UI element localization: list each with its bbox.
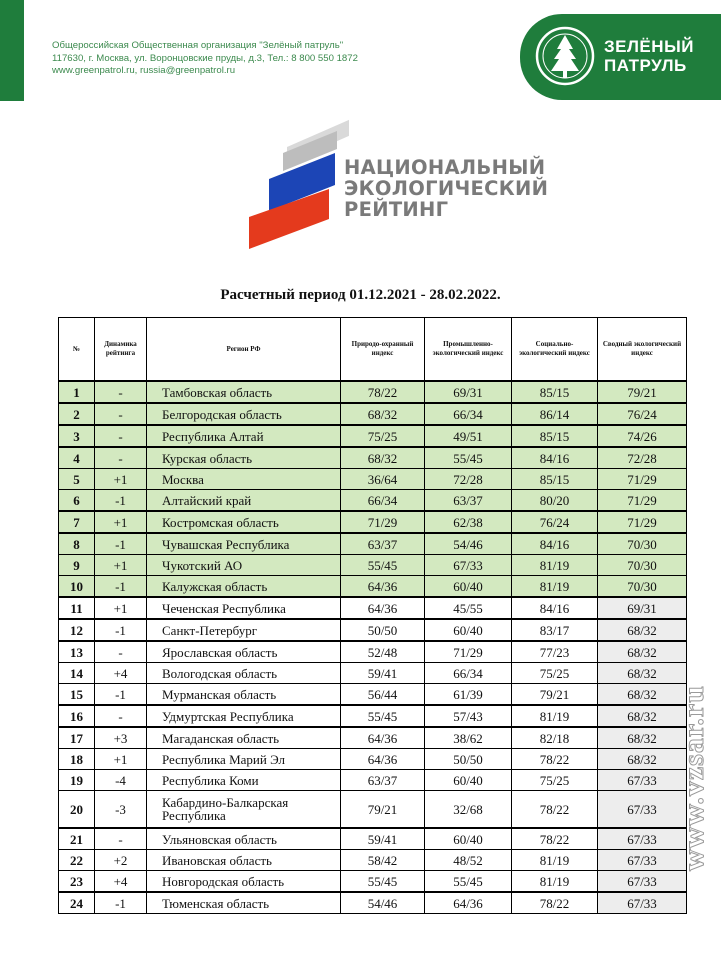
row-number: 5	[59, 469, 95, 490]
row-nature-index: 64/36	[341, 576, 425, 598]
row-dynamics: +2	[95, 850, 147, 871]
row-region: Тюменская область	[147, 892, 341, 914]
row-composite-index: 70/30	[598, 555, 687, 576]
row-dynamics: -	[95, 641, 147, 663]
row-composite-index: 67/33	[598, 871, 687, 893]
logo-text-line-2: ЭКОЛОГИЧЕСКИЙ	[344, 177, 549, 200]
row-number: 22	[59, 850, 95, 871]
row-social-index: 79/21	[512, 684, 598, 706]
table-row	[59, 828, 687, 850]
row-nature-index: 58/42	[341, 850, 425, 871]
row-nature-index: 55/45	[341, 555, 425, 576]
row-number: 1	[59, 381, 95, 403]
rating-table	[58, 317, 687, 914]
row-region: Республика Алтай	[147, 425, 341, 447]
row-industrial-index: 49/51	[425, 425, 512, 447]
header-number: №	[59, 318, 95, 382]
row-composite-index: 68/32	[598, 705, 687, 727]
table-row	[59, 641, 687, 663]
row-region: Санкт-Петербург	[147, 619, 341, 641]
row-region: Алтайский край	[147, 490, 341, 512]
header-region: Регион РФ	[147, 318, 341, 382]
row-dynamics: +4	[95, 871, 147, 893]
row-nature-index: 75/25	[341, 425, 425, 447]
row-number: 23	[59, 871, 95, 893]
row-region: Мурманская область	[147, 684, 341, 706]
row-nature-index: 78/22	[341, 381, 425, 403]
row-composite-index: 67/33	[598, 850, 687, 871]
row-dynamics: +1	[95, 511, 147, 533]
row-social-index: 75/25	[512, 663, 598, 684]
calculation-period-title: Расчетный период 01.12.2021 - 28.02.2022.	[220, 287, 501, 303]
row-industrial-index: 32/68	[425, 791, 512, 829]
source-watermark: www.vzsar.ru	[677, 685, 710, 871]
table-row	[59, 727, 687, 749]
row-nature-index: 63/37	[341, 770, 425, 791]
row-composite-index: 70/30	[598, 576, 687, 598]
row-industrial-index: 55/45	[425, 447, 512, 469]
row-industrial-index: 66/34	[425, 403, 512, 425]
row-dynamics: -	[95, 828, 147, 850]
row-composite-index: 71/29	[598, 490, 687, 512]
row-industrial-index: 60/40	[425, 619, 512, 641]
table-row	[59, 425, 687, 447]
row-region: Ярославская область	[147, 641, 341, 663]
row-region: Новгородская область	[147, 871, 341, 893]
green-patrol-wordmark	[604, 37, 694, 75]
row-industrial-index: 54/46	[425, 533, 512, 555]
row-industrial-index: 71/29	[425, 641, 512, 663]
row-dynamics: -4	[95, 770, 147, 791]
row-social-index: 84/16	[512, 597, 598, 619]
row-region: Чукотский АО	[147, 555, 341, 576]
row-industrial-index: 50/50	[425, 749, 512, 770]
brand-line-1: ЗЕЛЁНЫЙ	[604, 37, 694, 56]
row-industrial-index: 62/38	[425, 511, 512, 533]
row-industrial-index: 57/43	[425, 705, 512, 727]
table-body	[59, 381, 687, 914]
brand-line-2: ПАТРУЛЬ	[604, 56, 687, 75]
row-industrial-index: 38/62	[425, 727, 512, 749]
row-social-index: 81/19	[512, 705, 598, 727]
table-row	[59, 619, 687, 641]
row-dynamics: +1	[95, 555, 147, 576]
row-number: 14	[59, 663, 95, 684]
table-row	[59, 533, 687, 555]
row-number: 10	[59, 576, 95, 598]
row-region: Удмуртская Республика	[147, 705, 341, 727]
row-industrial-index: 66/34	[425, 663, 512, 684]
tree-emblem-icon	[534, 25, 596, 87]
row-social-index: 80/20	[512, 490, 598, 512]
row-region: Чувашская Республика	[147, 533, 341, 555]
table-row	[59, 490, 687, 512]
row-composite-index: 72/28	[598, 447, 687, 469]
row-social-index: 83/17	[512, 619, 598, 641]
row-region: Белгородская область	[147, 403, 341, 425]
table-row	[59, 663, 687, 684]
row-social-index: 75/25	[512, 770, 598, 791]
row-region: Республика Коми	[147, 770, 341, 791]
org-name-line: Общероссийская Общественная организация "Зелёный патруль"	[52, 40, 344, 51]
row-region: Ивановская область	[147, 850, 341, 871]
row-region: Кабардино-Балкарская Республика	[147, 791, 341, 829]
row-nature-index: 55/45	[341, 705, 425, 727]
row-dynamics: -1	[95, 619, 147, 641]
row-social-index: 84/16	[512, 447, 598, 469]
row-industrial-index: 64/36	[425, 892, 512, 914]
table-row	[59, 597, 687, 619]
row-nature-index: 36/64	[341, 469, 425, 490]
row-industrial-index: 45/55	[425, 597, 512, 619]
row-number: 24	[59, 892, 95, 914]
row-social-index: 81/19	[512, 576, 598, 598]
row-industrial-index: 69/31	[425, 381, 512, 403]
row-nature-index: 59/41	[341, 663, 425, 684]
row-composite-index: 67/33	[598, 770, 687, 791]
row-dynamics: +1	[95, 469, 147, 490]
row-social-index: 77/23	[512, 641, 598, 663]
row-dynamics: -1	[95, 892, 147, 914]
green-patrol-logo	[520, 14, 721, 100]
row-social-index: 78/22	[512, 828, 598, 850]
logo-text-line-1: НАЦИОНАЛЬНЫЙ	[344, 156, 546, 179]
row-dynamics: -	[95, 447, 147, 469]
row-number: 19	[59, 770, 95, 791]
row-composite-index: 71/29	[598, 469, 687, 490]
row-region: Вологодская область	[147, 663, 341, 684]
org-web-email-line: www.greenpatrol.ru, russia@greenpatrol.ru	[52, 65, 236, 76]
row-nature-index: 54/46	[341, 892, 425, 914]
row-nature-index: 55/45	[341, 871, 425, 893]
row-composite-index: 76/24	[598, 403, 687, 425]
table-row	[59, 684, 687, 706]
brand-side-bar	[0, 0, 24, 101]
table-row	[59, 511, 687, 533]
row-number: 4	[59, 447, 95, 469]
row-dynamics: -	[95, 425, 147, 447]
table-row	[59, 749, 687, 770]
row-composite-index: 68/32	[598, 641, 687, 663]
row-nature-index: 71/29	[341, 511, 425, 533]
table-row	[59, 576, 687, 598]
row-region: Ульяновская область	[147, 828, 341, 850]
row-nature-index: 59/41	[341, 828, 425, 850]
row-composite-index: 68/32	[598, 619, 687, 641]
row-social-index: 78/22	[512, 892, 598, 914]
row-industrial-index: 55/45	[425, 871, 512, 893]
row-composite-index: 67/33	[598, 791, 687, 829]
row-social-index: 82/18	[512, 727, 598, 749]
row-dynamics: -	[95, 381, 147, 403]
row-number: 9	[59, 555, 95, 576]
row-composite-index: 68/32	[598, 663, 687, 684]
row-industrial-index: 60/40	[425, 770, 512, 791]
row-social-index: 84/16	[512, 533, 598, 555]
row-number: 20	[59, 791, 95, 829]
row-social-index: 76/24	[512, 511, 598, 533]
org-contact-block	[52, 40, 492, 78]
row-number: 2	[59, 403, 95, 425]
row-nature-index: 68/32	[341, 447, 425, 469]
row-dynamics: +1	[95, 597, 147, 619]
row-number: 7	[59, 511, 95, 533]
row-composite-index: 67/33	[598, 892, 687, 914]
row-region: Курская область	[147, 447, 341, 469]
table-row	[59, 871, 687, 893]
row-composite-index: 68/32	[598, 684, 687, 706]
row-social-index: 86/14	[512, 403, 598, 425]
row-region: Магаданская область	[147, 727, 341, 749]
row-dynamics: -	[95, 705, 147, 727]
row-social-index: 81/19	[512, 850, 598, 871]
row-region: Костромская область	[147, 511, 341, 533]
row-dynamics: -1	[95, 576, 147, 598]
row-industrial-index: 60/40	[425, 828, 512, 850]
row-region: Республика Марий Эл	[147, 749, 341, 770]
row-industrial-index: 60/40	[425, 576, 512, 598]
row-number: 8	[59, 533, 95, 555]
row-composite-index: 68/32	[598, 749, 687, 770]
row-number: 16	[59, 705, 95, 727]
row-dynamics: -1	[95, 490, 147, 512]
row-dynamics: -1	[95, 533, 147, 555]
row-dynamics: -1	[95, 684, 147, 706]
row-nature-index: 56/44	[341, 684, 425, 706]
row-social-index: 78/22	[512, 791, 598, 829]
row-region: Чеченская Республика	[147, 597, 341, 619]
row-dynamics: -3	[95, 791, 147, 829]
header-nature-index: Природо-охранный индекс	[341, 318, 425, 382]
row-composite-index: 70/30	[598, 533, 687, 555]
row-dynamics: +1	[95, 749, 147, 770]
row-composite-index: 68/32	[598, 727, 687, 749]
row-social-index: 85/15	[512, 425, 598, 447]
row-industrial-index: 48/52	[425, 850, 512, 871]
table-row	[59, 791, 687, 829]
row-number: 21	[59, 828, 95, 850]
row-dynamics: -	[95, 403, 147, 425]
national-eco-rating-emblem-icon	[249, 119, 349, 251]
row-number: 11	[59, 597, 95, 619]
row-region: Тамбовская область	[147, 381, 341, 403]
table-row	[59, 850, 687, 871]
national-eco-rating-wordmark	[344, 157, 548, 220]
row-nature-index: 63/37	[341, 533, 425, 555]
row-industrial-index: 63/37	[425, 490, 512, 512]
table-row	[59, 892, 687, 914]
table-row	[59, 447, 687, 469]
row-industrial-index: 72/28	[425, 469, 512, 490]
org-address-line: 117630, г. Москва, ул. Воронцовские пруды, д.3, Тел.: 8 800 550 1872	[52, 52, 358, 64]
table-row	[59, 705, 687, 727]
header-social-index: Социально-экологический индекс	[512, 318, 598, 382]
row-number: 12	[59, 619, 95, 641]
row-number: 18	[59, 749, 95, 770]
table-row	[59, 403, 687, 425]
row-composite-index: 79/21	[598, 381, 687, 403]
table-row	[59, 381, 687, 403]
row-social-index: 81/19	[512, 871, 598, 893]
table-row	[59, 770, 687, 791]
row-dynamics: +4	[95, 663, 147, 684]
row-number: 13	[59, 641, 95, 663]
row-composite-index: 67/33	[598, 828, 687, 850]
row-number: 15	[59, 684, 95, 706]
row-region: Калужская область	[147, 576, 341, 598]
row-number: 3	[59, 425, 95, 447]
row-social-index: 85/15	[512, 469, 598, 490]
row-composite-index: 74/26	[598, 425, 687, 447]
row-number: 6	[59, 490, 95, 512]
header-industrial-index: Промышленно-экологический индекс	[425, 318, 512, 382]
row-composite-index: 69/31	[598, 597, 687, 619]
logo-text-line-3: РЕЙТИНГ	[344, 198, 449, 221]
row-nature-index: 64/36	[341, 597, 425, 619]
header-dynamics: Динамика рейтинга	[95, 318, 147, 382]
row-social-index: 85/15	[512, 381, 598, 403]
row-industrial-index: 67/33	[425, 555, 512, 576]
row-industrial-index: 61/39	[425, 684, 512, 706]
header-composite-index: Сводный экологический индекс	[598, 318, 687, 382]
row-dynamics: +3	[95, 727, 147, 749]
row-nature-index: 66/34	[341, 490, 425, 512]
row-nature-index: 50/50	[341, 619, 425, 641]
row-nature-index: 64/36	[341, 727, 425, 749]
row-nature-index: 79/21	[341, 791, 425, 829]
table-row	[59, 555, 687, 576]
row-nature-index: 64/36	[341, 749, 425, 770]
row-social-index: 81/19	[512, 555, 598, 576]
row-nature-index: 68/32	[341, 403, 425, 425]
row-social-index: 78/22	[512, 749, 598, 770]
row-composite-index: 71/29	[598, 511, 687, 533]
row-number: 17	[59, 727, 95, 749]
table-row	[59, 469, 687, 490]
row-nature-index: 52/48	[341, 641, 425, 663]
row-region: Москва	[147, 469, 341, 490]
table-header-row	[59, 318, 687, 382]
